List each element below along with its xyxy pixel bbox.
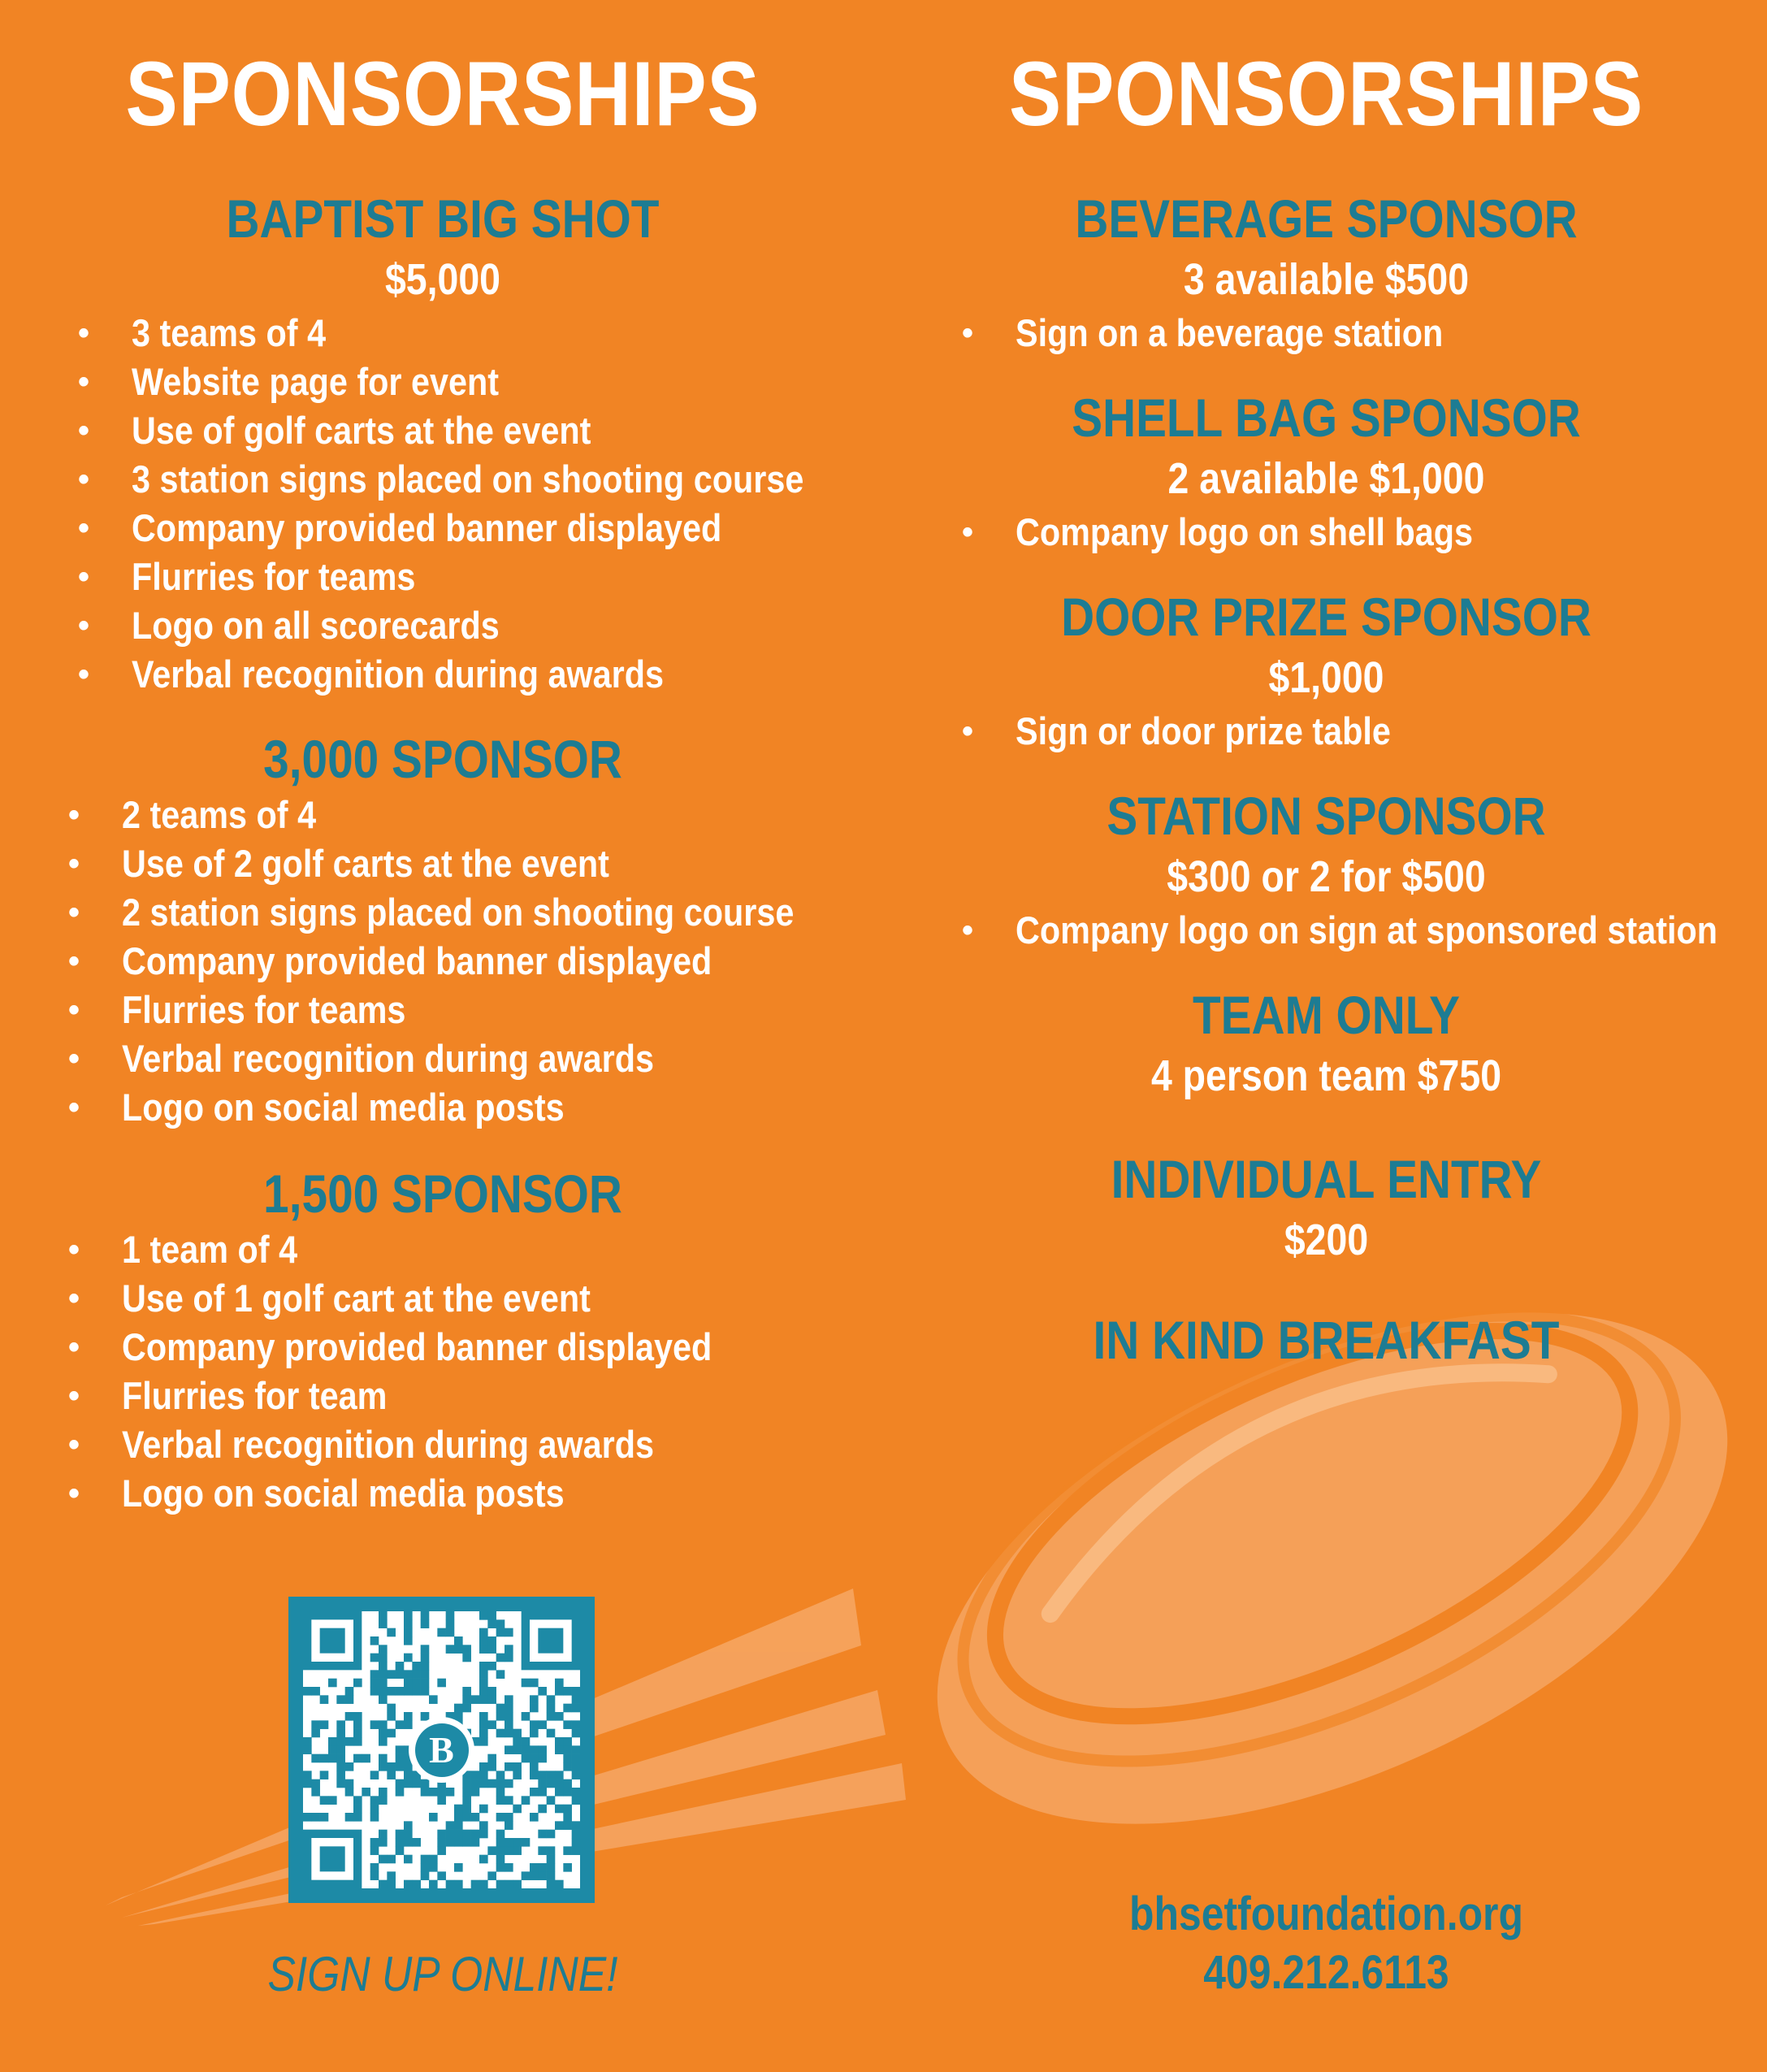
sponsor-section-station	[886, 784, 1767, 955]
sponsor-section-team-only	[886, 983, 1767, 1105]
list-item: • Company provided banner displayed	[132, 504, 886, 553]
section-title: BEVERAGE SPONSOR	[1075, 189, 1578, 249]
benefit-list	[1016, 906, 1767, 955]
benefit-list	[122, 1225, 886, 1518]
section-title: 3,000 SPONSOR	[263, 729, 622, 789]
list-item: • Use of 2 golf carts at the event	[122, 839, 886, 888]
sponsor-section-1500	[0, 1162, 886, 1518]
section-price: 2 available $1,000	[1167, 454, 1485, 503]
list-item: • Sign or door prize table	[1016, 707, 1767, 756]
section-price: $300 or 2 for $500	[1167, 852, 1486, 901]
section-title: DOOR PRIZE SPONSOR	[1061, 587, 1592, 647]
section-title: BAPTIST BIG SHOT	[226, 189, 660, 249]
benefit-list	[1016, 309, 1767, 358]
list-item: • Logo on social media posts	[122, 1083, 886, 1132]
signup-link[interactable]: SIGN UP ONLINE!	[267, 1947, 618, 2001]
list-item: • Logo on all scorecards	[132, 601, 886, 650]
section-title: STATION SPONSOR	[1107, 786, 1546, 846]
qr-code-inner	[303, 1611, 580, 1888]
list-item: • Company logo on sign at sponsored station	[1016, 906, 1767, 955]
list-item: • Company logo on shell bags	[1016, 508, 1767, 557]
sponsor-section-individual	[886, 1147, 1767, 1269]
list-item: • Use of golf carts at the event	[132, 406, 886, 455]
list-item: • Logo on social media posts	[122, 1469, 886, 1518]
list-item: • Flurries for team	[122, 1372, 886, 1420]
section-price: $1,000	[1268, 653, 1384, 702]
list-item: • Company provided banner displayed	[122, 1323, 886, 1372]
list-item: • Website page for event	[132, 358, 886, 406]
list-item: • Company provided banner displayed	[122, 937, 886, 986]
section-title: INDIVIDUAL ENTRY	[1111, 1149, 1542, 1209]
sponsor-section-3000	[0, 727, 886, 1132]
website-link[interactable]: bhsetfoundation.org	[1129, 1888, 1523, 1940]
list-item: • Sign on a beverage station	[1016, 309, 1767, 358]
phone-number[interactable]: 409.212.6113	[1203, 1946, 1449, 1999]
sponsor-section-beverage	[886, 187, 1767, 358]
section-price: 3 available $500	[1183, 255, 1470, 304]
list-item: • Use of 1 golf cart at the event	[122, 1274, 886, 1323]
benefit-list	[132, 309, 886, 699]
section-title: TEAM ONLY	[1192, 985, 1461, 1045]
list-item: • Verbal recognition during awards	[122, 1034, 886, 1083]
section-title: IN KIND BREAKFAST	[1093, 1310, 1560, 1370]
list-item: • Verbal recognition during awards	[122, 1420, 886, 1469]
list-item: • 2 station signs placed on shooting course	[122, 888, 886, 937]
qr-logo	[409, 1717, 474, 1783]
list-item: • Flurries for teams	[122, 986, 886, 1034]
sponsor-section-door-prize	[886, 585, 1767, 756]
sponsor-section-shell-bag	[886, 386, 1767, 557]
benefit-list	[1016, 508, 1767, 557]
qr-code-icon[interactable]	[288, 1597, 595, 1903]
list-item: • Flurries for teams	[132, 553, 886, 601]
list-item: • 3 station signs placed on shooting course	[132, 455, 886, 504]
list-item: • 2 teams of 4	[122, 791, 886, 839]
sponsor-section-breakfast	[886, 1308, 1767, 1372]
section-title: SHELL BAG SPONSOR	[1072, 388, 1581, 448]
section-price: $5,000	[384, 255, 501, 304]
page-title-left: SPONSORSHIPS	[125, 43, 760, 145]
list-item: • 3 teams of 4	[132, 309, 886, 358]
list-item: • 1 team of 4	[122, 1225, 886, 1274]
page-title-right: SPONSORSHIPS	[1008, 43, 1644, 145]
benefit-list	[1016, 707, 1767, 756]
benefit-list	[122, 791, 886, 1132]
list-item: • Verbal recognition during awards	[132, 650, 886, 699]
qr-logo-letter: B	[415, 1723, 469, 1777]
section-title: 1,500 SPONSOR	[263, 1164, 622, 1224]
section-price: 4 person team $750	[1150, 1051, 1502, 1100]
section-price: $200	[1284, 1216, 1369, 1264]
sponsor-section-big-shot	[0, 187, 886, 699]
